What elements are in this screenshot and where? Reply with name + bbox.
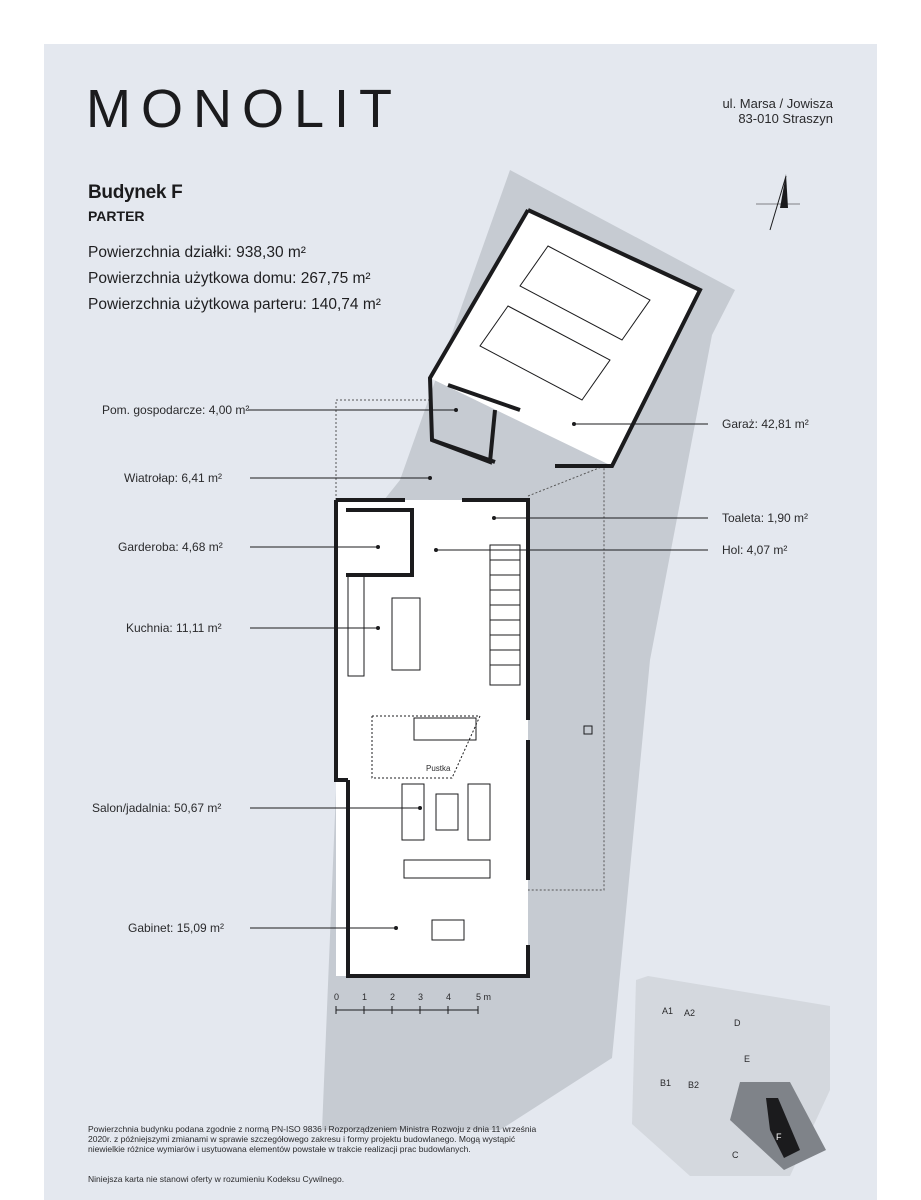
site-label-f: F xyxy=(776,1132,782,1142)
site-label-d: D xyxy=(734,1018,741,1028)
site-label-c: C xyxy=(732,1150,739,1160)
scale-tick-0: 0 xyxy=(334,992,340,1002)
void-label: Pustka xyxy=(426,764,451,773)
floor-name: PARTER xyxy=(88,208,145,224)
room-label-utility: Pom. gospodarcze: 4,00 m² xyxy=(102,403,250,417)
room-label-living: Salon/jadalnia: 50,67 m² xyxy=(92,801,222,815)
site-label-b2: B2 xyxy=(688,1080,700,1090)
room-label-study: Gabinet: 15,09 m² xyxy=(128,921,225,935)
room-label-wardrobe: Garderoba: 4,68 m² xyxy=(118,540,223,554)
stat-house-area: Powierzchnia użytkowa domu: 267,75 m² xyxy=(88,270,371,287)
room-label-vestibule: Wiatrołap: 6,41 m² xyxy=(124,471,223,485)
building-name: Budynek F xyxy=(88,182,183,203)
brand-logo: MONOLIT xyxy=(86,79,403,139)
room-label-garage: Garaż: 42,81 m² xyxy=(722,417,809,431)
footnote: Powierzchnia budynku podana zgodnie z normą PN-ISO 9836 i Rozporządzeniem Ministra Rozwoju z dnia 11 września 2020r. z późniejszymi zmianami w sprawie szczegółowego zakresu i formy projektu budowlanego. Mogą wystąpić niewielkie różnice wymiarów i usytuowana elementów powstałe w trakcie realizacji prac budowlanych. xyxy=(88,1124,537,1154)
house-body xyxy=(336,500,528,976)
scale-tick-4: 4 xyxy=(446,992,452,1002)
site-label-e: E xyxy=(744,1054,751,1064)
scale-tick-2: 2 xyxy=(390,992,396,1002)
scale-tick-3: 3 xyxy=(418,992,424,1002)
scale-tick-1: 1 xyxy=(362,992,368,1002)
address-line1: ul. Marsa / Jowisza xyxy=(722,96,833,111)
site-label-b1: B1 xyxy=(660,1078,672,1088)
address-line2: 83-010 Straszyn xyxy=(738,111,833,126)
disclaimer: Niniejsza karta nie stanowi oferty w rozumieniu Kodeksu Cywilnego. xyxy=(88,1174,345,1184)
room-label-toilet: Toaleta: 1,90 m² xyxy=(722,511,809,525)
room-label-hall: Hol: 4,07 m² xyxy=(722,543,788,557)
scale-tick-5: 5 m xyxy=(476,992,492,1002)
address xyxy=(722,96,833,126)
site-label-a1: A1 xyxy=(662,1006,674,1016)
stat-plot-area: Powierzchnia działki: 938,30 m² xyxy=(88,244,306,261)
site-label-a2: A2 xyxy=(684,1008,696,1018)
north-arrow-icon xyxy=(756,174,800,230)
room-label-kitchen: Kuchnia: 11,11 m² xyxy=(126,621,222,635)
stat-ground-area: Powierzchnia użytkowa parteru: 140,74 m² xyxy=(88,296,381,313)
